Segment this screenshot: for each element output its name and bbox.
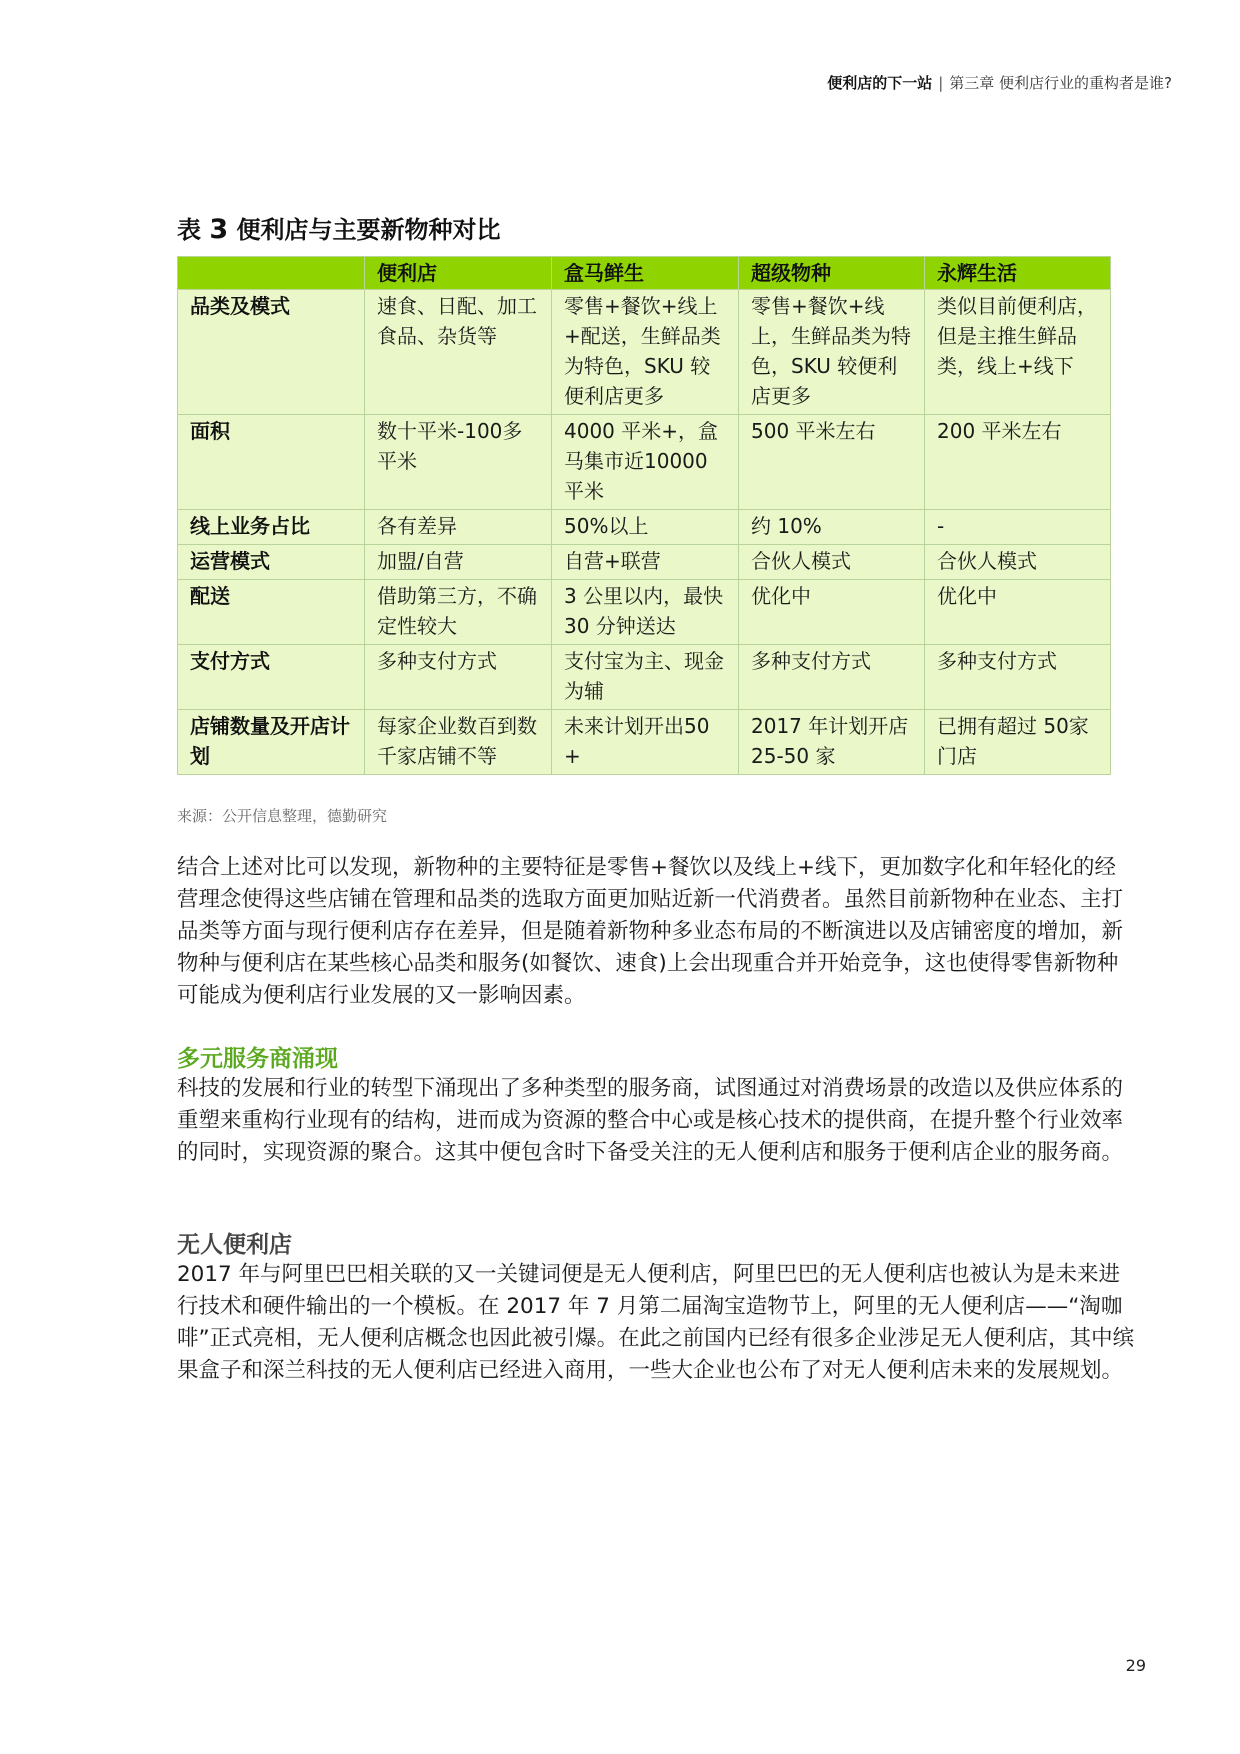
table-cell: 借助第三方，不确定性较大: [365, 580, 552, 645]
table-cell: 4000 平米+，盒马集市近10000 平米: [552, 415, 739, 510]
row-label: 线上业务占比: [178, 510, 365, 545]
table-cell: 约 10%: [739, 510, 925, 545]
table-cell: 类似目前便利店，但是主推生鲜品类，线上+线下: [925, 290, 1111, 415]
table-row: [178, 415, 1111, 510]
table-source-note: 来源：公开信息整理，德勤研究: [177, 807, 388, 825]
section-heading: 多元服务商涌现: [177, 1046, 338, 1072]
table-row: [178, 580, 1111, 645]
row-label: 品类及模式: [178, 290, 365, 415]
body-paragraph: 科技的发展和行业的转型下涌现出了多种类型的服务商，试图通过对消费场景的改造以及供应体系的重塑来重构行业现有的结构，进而成为资源的整合中心或是核心技术的提供商，在提升整个行业效率的同时，实现资源的聚合。这其中便包含时下备受关注的无人便利店和服务于便利店企业的服务商。: [177, 1076, 1124, 1165]
table-cell: 多种支付方式: [925, 645, 1111, 710]
table-row: [178, 545, 1111, 580]
row-label: 配送: [178, 580, 365, 645]
column-header: 便利店: [365, 257, 552, 290]
table-cell: 未来计划开出50+: [552, 710, 739, 775]
table-row: [178, 710, 1111, 775]
table-cell: 合伙人模式: [925, 545, 1111, 580]
page-number: 29: [1125, 1656, 1146, 1675]
running-header: [827, 72, 1172, 93]
table-cell: 合伙人模式: [739, 545, 925, 580]
table-cell: 50%以上: [552, 510, 739, 545]
table-cell: 自营+联营: [552, 545, 739, 580]
row-label: 支付方式: [178, 645, 365, 710]
comparison-table: [177, 256, 1111, 775]
table-cell: 多种支付方式: [365, 645, 552, 710]
table-cell: 速食、日配、加工食品、杂货等: [365, 290, 552, 415]
table-row: [178, 510, 1111, 545]
table-cell: 零售+餐饮+线上+配送，生鲜品类为特色，SKU 较便利店更多: [552, 290, 739, 415]
table-row: [178, 290, 1111, 415]
table-title-text: 便利店与主要新物种对比: [228, 216, 501, 244]
table-cell: 200 平米左右: [925, 415, 1111, 510]
table-cell: 加盟/自营: [365, 545, 552, 580]
table-cell: 2017 年计划开店 25-50 家: [739, 710, 925, 775]
table-cell: 3 公里以内，最快 30 分钟送达: [552, 580, 739, 645]
table-cell: 500 平米左右: [739, 415, 925, 510]
table-row: [178, 645, 1111, 710]
table-cell: 优化中: [925, 580, 1111, 645]
table-title-number: 3: [209, 214, 229, 245]
table-cell: 各有差异: [365, 510, 552, 545]
body-paragraph: 结合上述对比可以发现，新物种的主要特征是零售+餐饮以及线上+线下，更加数字化和年轻化的经营理念使得这些店铺在管理和品类的选取方面更加贴近新一代消费者。虽然目前新物种在业态、主打品类等方面与现行便利店存在差异，但是随着新物种多业态布局的不断演进以及店铺密度的增加，新物种与便利店在某些核心品类和服务(如餐饮、速食)上会出现重合并开始竞争，这也使得零售新物种可能成为便利店行业发展的又一影响因素。: [177, 855, 1124, 1008]
body-paragraph: 2017 年与阿里巴巴相关联的又一关键词便是无人便利店，阿里巴巴的无人便利店也被认为是未来进行技术和硬件输出的一个模板。在 2017 年 7 月第二届淘宝造物节上，阿里的无人便利店——“淘咖啡”正式亮相，无人便利店概念也因此被引爆。在此之前国内已经有很多企业涉足无人便利店，其中缤果盒子和深兰科技的无人便利店已经进入商用，一些大企业也公布了对无人便利店未来的发展规划。: [177, 1262, 1135, 1383]
column-header: 盒马鲜生: [552, 257, 739, 290]
subsection-heading: 无人便利店: [177, 1232, 292, 1258]
table-cell: 零售+餐饮+线上，生鲜品类为特色，SKU 较便利店更多: [739, 290, 925, 415]
table-cell: 每家企业数百到数千家店铺不等: [365, 710, 552, 775]
column-header: 超级物种: [739, 257, 925, 290]
chapter-title: 第三章 便利店行业的重构者是谁?: [949, 74, 1172, 92]
table-cell: 优化中: [739, 580, 925, 645]
table-cell: -: [925, 510, 1111, 545]
row-label: 运营模式: [178, 545, 365, 580]
table-cell: 支付宝为主、现金为辅: [552, 645, 739, 710]
row-label: 店铺数量及开店计划: [178, 710, 365, 775]
report-title: 便利店的下一站: [827, 74, 933, 92]
table-title: [177, 210, 501, 245]
table-cell: 多种支付方式: [739, 645, 925, 710]
column-header: 永辉生活: [925, 257, 1111, 290]
table-cell: 数十平米-100多平米: [365, 415, 552, 510]
table-title-prefix: 表: [177, 216, 210, 244]
row-label: 面积: [178, 415, 365, 510]
table-header-row: [178, 257, 1111, 290]
header-separator: |: [938, 74, 944, 92]
column-header: [178, 257, 365, 290]
table-cell: 已拥有超过 50家门店: [925, 710, 1111, 775]
